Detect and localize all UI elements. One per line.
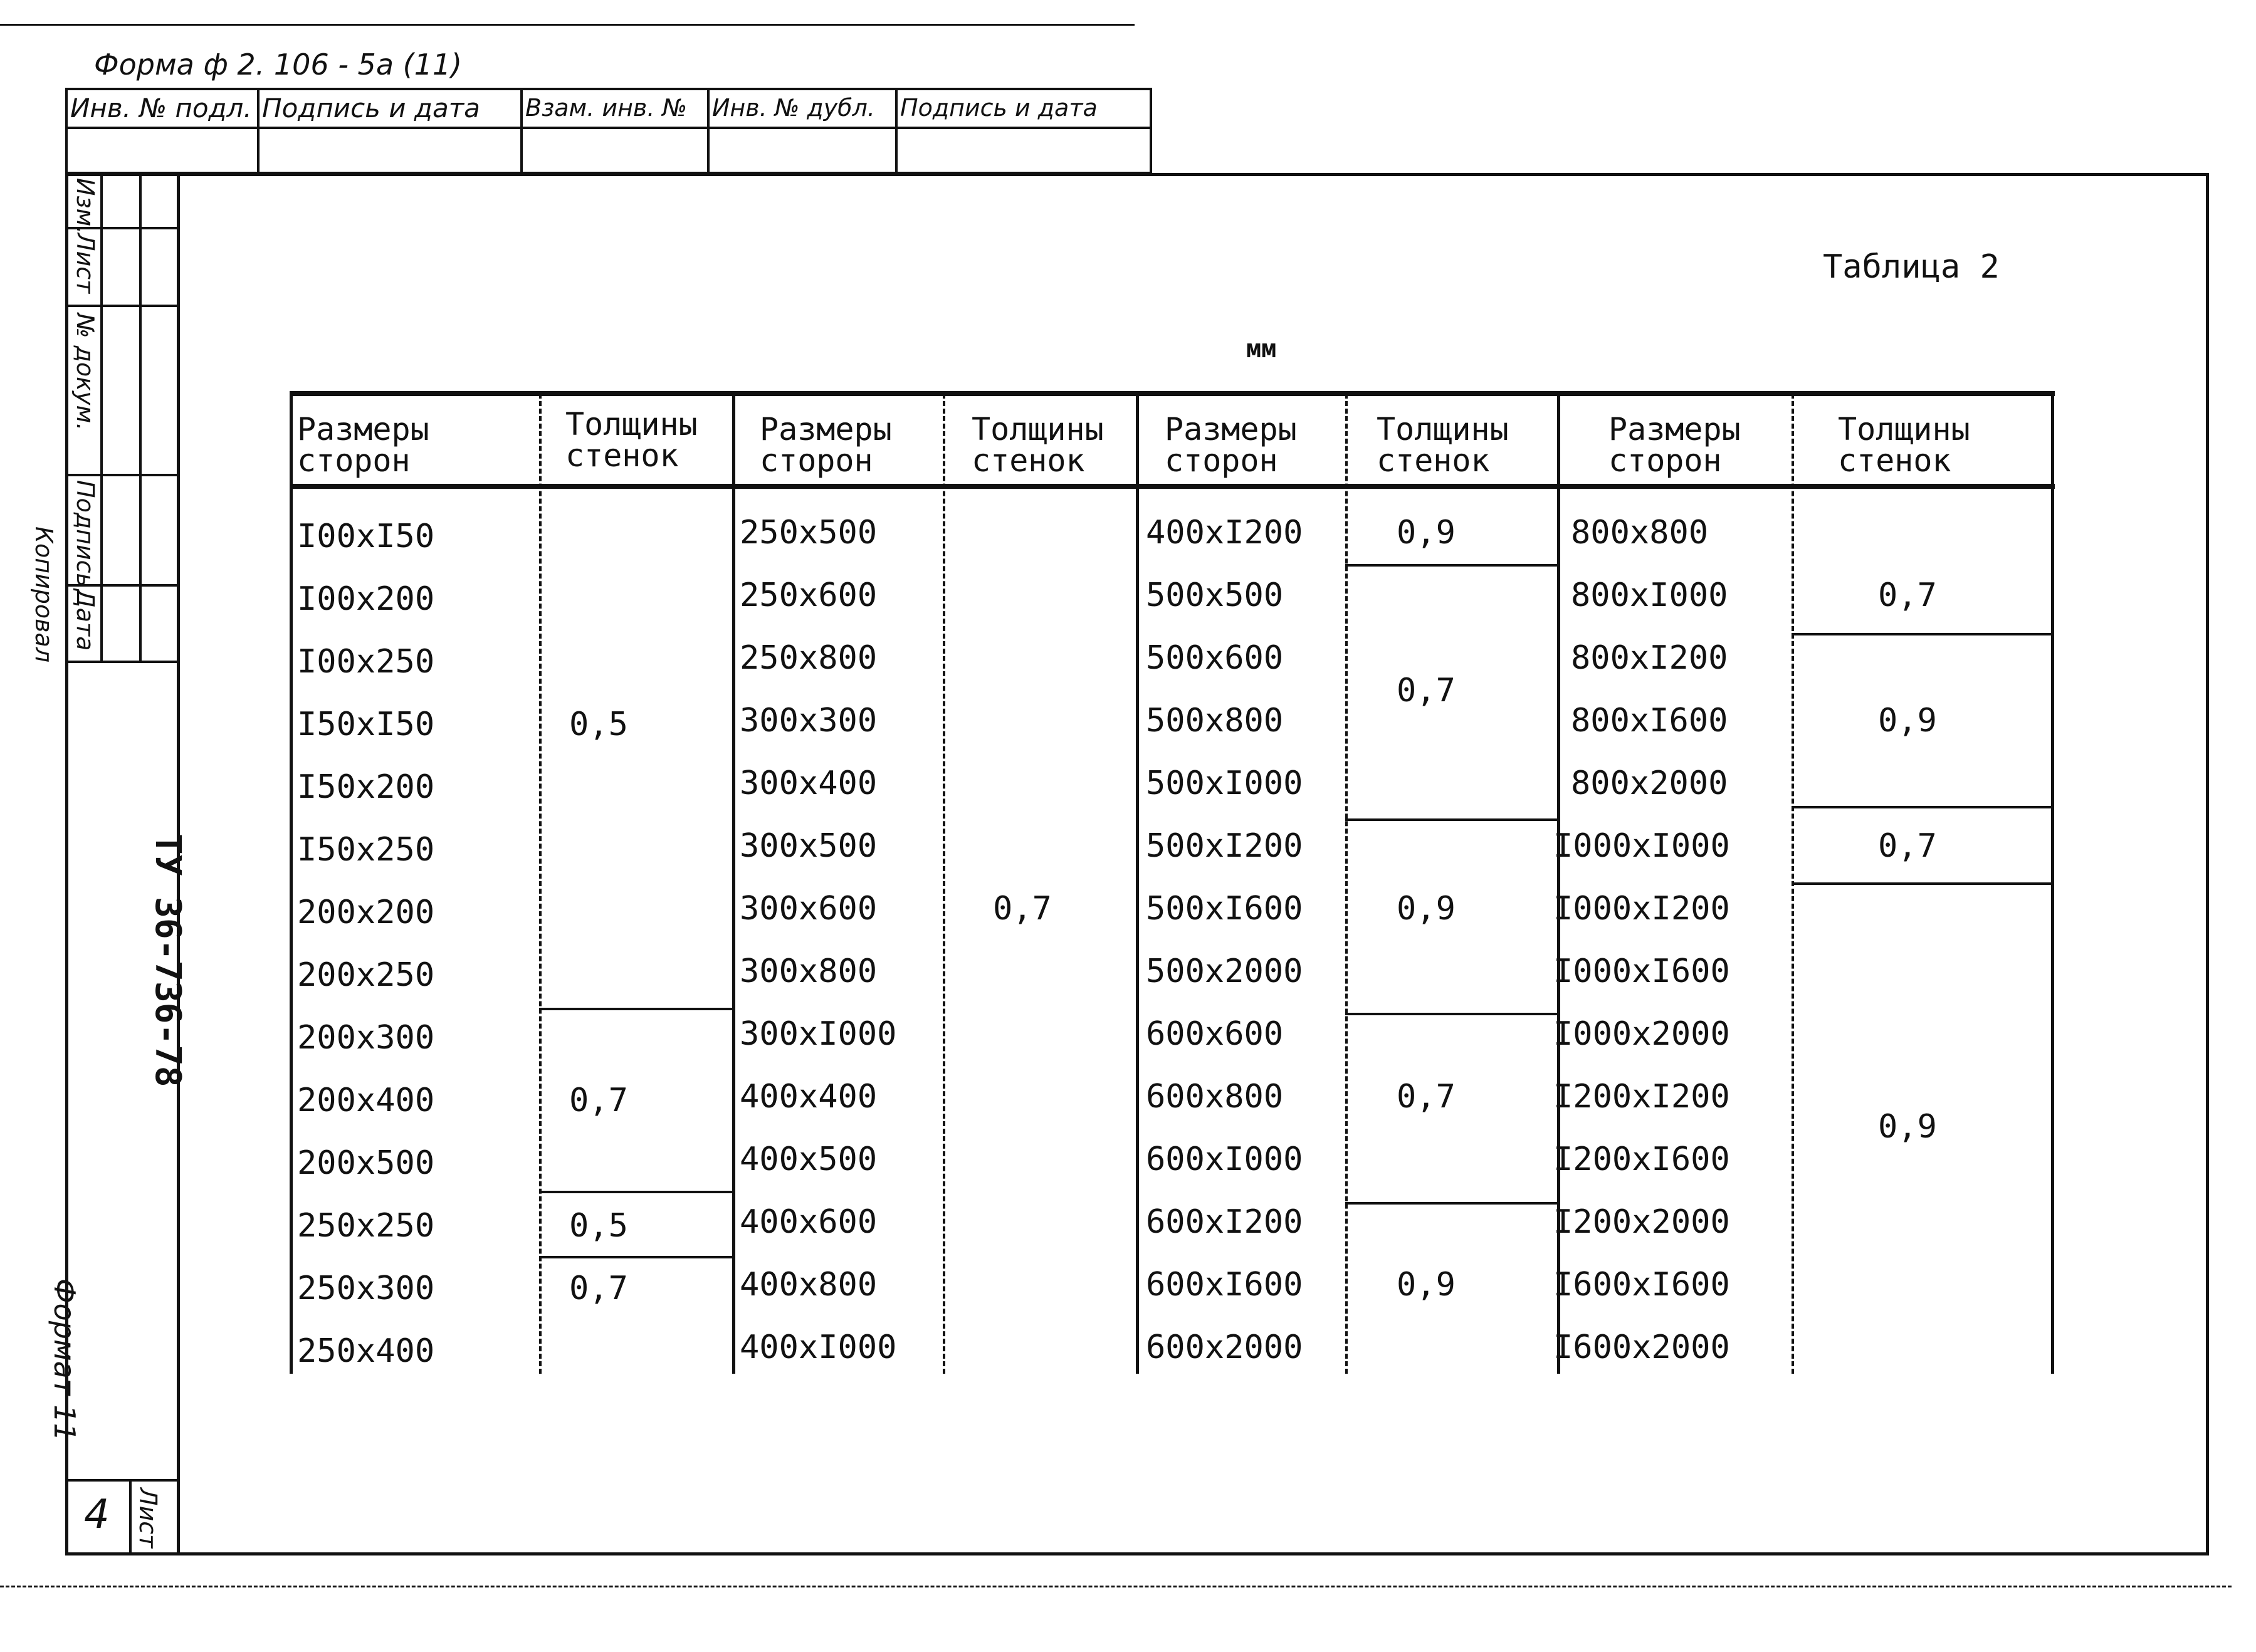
size-cell: 200x500 (297, 1144, 435, 1182)
thickness-cell: 0,7 (569, 1082, 628, 1119)
size-cell: 800xI200 (1571, 639, 1728, 677)
stamp-col-sign-date: Подпись и дата (262, 93, 480, 123)
stamp-col-sign-date-2: Подпись и дата (900, 94, 1098, 122)
size-cell: I00xI50 (297, 518, 435, 555)
size-cell: 500x800 (1146, 702, 1284, 740)
thickness-cell: 0,5 (569, 1207, 628, 1245)
sheet-box-divider (129, 1479, 132, 1554)
size-cell: 300x300 (740, 702, 878, 740)
size-cell: 200x400 (297, 1082, 435, 1119)
thickness-cell: 0,7 (1397, 672, 1456, 709)
size-cell: 300x600 (740, 890, 878, 928)
thickness-divider (1792, 882, 2051, 885)
stamp-col-divider (707, 88, 710, 174)
margin-line (100, 173, 103, 662)
size-cell: 500xI200 (1146, 827, 1303, 865)
size-cell: 400x600 (740, 1203, 878, 1241)
margin-label-list: Лист (71, 233, 99, 294)
header-sizes-3: Размеры сторон (1165, 411, 1297, 479)
thickness-cell: 0,7 (1397, 1078, 1456, 1116)
size-cell: 800x2000 (1571, 765, 1728, 802)
size-cell: 500xI600 (1146, 890, 1303, 928)
thickness-divider (1792, 806, 2051, 808)
col-separator (1136, 394, 1139, 1374)
document-code: ТУ 36-736-78 (147, 834, 188, 1087)
top-rule (0, 24, 1135, 26)
size-cell: 250x800 (740, 639, 878, 677)
header-thickness-3: Толщины стенок (1377, 411, 1509, 479)
size-cell: 600x800 (1146, 1078, 1284, 1116)
size-cell: 500x600 (1146, 639, 1284, 677)
thickness-cell: 0,7 (1878, 827, 1937, 865)
size-cell: 400x500 (740, 1141, 878, 1178)
size-cell: I000xI600 (1553, 953, 1730, 990)
stamp-row-divider (65, 127, 1152, 129)
size-cell: I00x250 (297, 643, 435, 681)
thickness-divider (1792, 633, 2051, 635)
margin-label-podpis: Подпись (71, 480, 99, 587)
thickness-cell: 0,5 (569, 706, 628, 743)
size-cell: 250x500 (740, 514, 878, 552)
header-sizes-2: Размеры сторон (760, 411, 892, 479)
thickness-divider (1345, 1013, 1557, 1015)
size-cell: 800xI000 (1571, 577, 1728, 614)
size-cell: I50xI50 (297, 706, 435, 743)
size-cell: 400xI000 (740, 1329, 897, 1366)
size-cell: 200x200 (297, 894, 435, 931)
format-label: Формат 11 (48, 1278, 81, 1441)
header-sizes-1: Размеры сторон (297, 411, 429, 479)
size-cell: 400xI200 (1146, 514, 1303, 552)
size-cell: 600xI200 (1146, 1203, 1303, 1241)
size-cell: I000x2000 (1553, 1015, 1730, 1053)
col-separator (1345, 394, 1348, 1374)
stamp-col-inv-podl: Инв. № подл. (70, 93, 252, 123)
size-cell: 250x300 (297, 1270, 435, 1307)
size-cell: 200x250 (297, 956, 435, 994)
thickness-cell: 0,9 (1397, 514, 1456, 552)
bottom-rule (0, 1586, 2232, 1587)
header-bottom-border (290, 484, 2055, 489)
size-cell: 300x500 (740, 827, 878, 865)
thickness-divider (539, 1008, 732, 1010)
thickness-divider (539, 1191, 732, 1193)
thickness-cell: 0,9 (1397, 890, 1456, 928)
size-cell: 800xI600 (1571, 702, 1728, 740)
size-cell: I600x2000 (1553, 1329, 1730, 1366)
margin-row (65, 474, 177, 476)
thickness-divider (1345, 564, 1557, 567)
thickness-divider (1345, 818, 1557, 821)
table-top-border (290, 391, 2055, 396)
col-separator (943, 394, 945, 1374)
stamp-col-inv-dubl: Инв. № дубл. (712, 94, 875, 122)
margin-line (139, 173, 142, 662)
size-cell: 250x600 (740, 577, 878, 614)
margin-label-izm: Изм. (71, 178, 99, 234)
size-cell: I000xI200 (1553, 890, 1730, 928)
size-cell: 400x400 (740, 1078, 878, 1116)
thickness-cell: 0,9 (1878, 1108, 1937, 1146)
margin-label-data: Дата (71, 589, 99, 651)
sheet-box-top (65, 1479, 177, 1482)
size-cell: 250x250 (297, 1207, 435, 1245)
size-cell: I200xI600 (1553, 1141, 1730, 1178)
header-thickness-1: Толщины стенок (565, 406, 698, 474)
size-cell: I000xI000 (1553, 827, 1730, 865)
header-sizes-4: Размеры сторон (1608, 411, 1741, 479)
size-cell: 250x400 (297, 1332, 435, 1370)
stamp-col-divider (520, 88, 523, 174)
table-left-border (290, 394, 293, 1374)
thickness-cell: 0,7 (1878, 577, 1937, 614)
thickness-cell: 0,7 (569, 1270, 628, 1307)
stamp-col-vzam: Взам. инв. № (525, 94, 688, 122)
margin-row (65, 661, 177, 663)
size-cell: 500xI000 (1146, 765, 1303, 802)
size-cell: I00x200 (297, 580, 435, 618)
size-cell: 400x800 (740, 1266, 878, 1304)
size-cell: 600x2000 (1146, 1329, 1303, 1366)
margin-label-docum: № докум. (71, 313, 99, 431)
size-cell: I50x250 (297, 831, 435, 869)
size-cell: I50x200 (297, 768, 435, 806)
header-thickness-2: Толщины стенок (972, 411, 1104, 479)
thickness-cell: 0,7 (993, 890, 1052, 928)
col-separator (732, 394, 735, 1374)
size-cell: 600x600 (1146, 1015, 1284, 1053)
thickness-divider (1345, 1202, 1557, 1205)
stamp-col-divider (895, 88, 898, 174)
table-title: Таблица 2 (1823, 248, 2000, 286)
size-cell: 800x800 (1571, 514, 1709, 552)
size-cell: I200xI200 (1553, 1078, 1730, 1116)
thickness-cell: 0,9 (1878, 702, 1937, 740)
size-cell: 300x400 (740, 765, 878, 802)
thickness-cell: 0,9 (1397, 1266, 1456, 1304)
size-cell: 600xI600 (1146, 1266, 1303, 1304)
form-label: Форма ф 2. 106 - 5а (11) (94, 48, 463, 81)
size-cell: I200x2000 (1553, 1203, 1730, 1241)
size-cell: 600xI000 (1146, 1141, 1303, 1178)
size-cell: 500x2000 (1146, 953, 1303, 990)
col-separator (539, 394, 542, 1374)
thickness-divider (539, 1256, 732, 1258)
size-cell: 300xI000 (740, 1015, 897, 1053)
size-cell: 500x500 (1146, 577, 1284, 614)
size-cell: 300x800 (740, 953, 878, 990)
sheet-label: Лист (134, 1488, 162, 1549)
unit-label: мм (1246, 335, 1277, 363)
copied-label: Копировал (30, 526, 58, 663)
header-thickness-4: Толщины стенок (1838, 411, 1970, 479)
sheet-number: 4 (84, 1492, 110, 1538)
size-cell: 200x300 (297, 1019, 435, 1057)
table-right-border (2051, 394, 2054, 1374)
stamp-col-divider (257, 88, 260, 174)
size-cell: I600xI600 (1553, 1266, 1730, 1304)
margin-row (65, 305, 177, 307)
